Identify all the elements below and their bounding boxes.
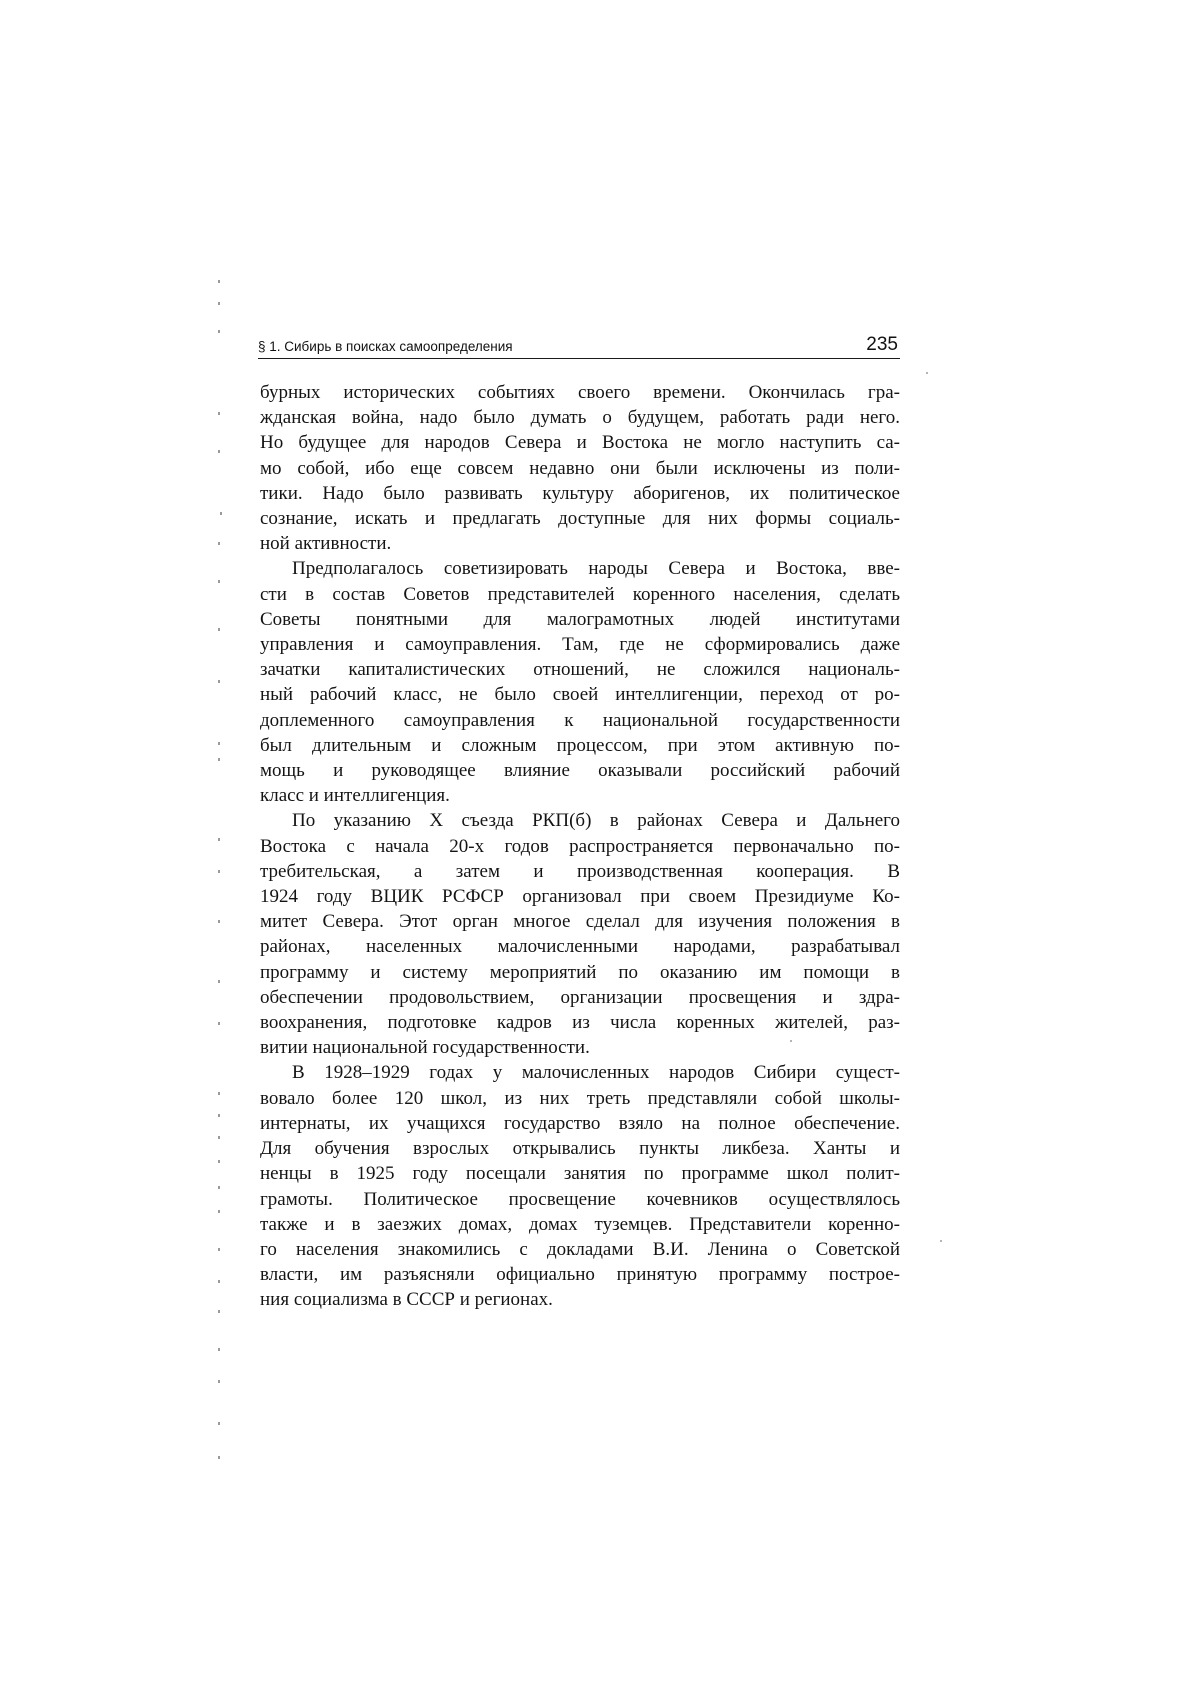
text-line: доплеменного самоуправления к национальной государственности bbox=[260, 709, 900, 731]
text-line: интернаты, их учащихся государство взяло на полное обеспечение. bbox=[260, 1112, 900, 1134]
text-line: В 1928–1929 годах у малочисленных народов Сибири сущест- bbox=[292, 1062, 900, 1084]
text-line: бурных исторических событиях своего времени. Окончилась гра- bbox=[260, 382, 900, 403]
text-line: ненцы в 1925 году посещали занятия по программе школ полит- bbox=[260, 1163, 900, 1185]
text-line: митет Севера. Этот орган многое сделал для изучения положения в bbox=[260, 911, 900, 933]
text-line: требительская, а затем и производственная кооперация. В bbox=[260, 860, 900, 882]
text-line: Для обучения взрослых открывались пункты ликбеза. Ханты и bbox=[260, 1138, 900, 1160]
text-line: программу и систему мероприятий по оказанию им помощи в bbox=[260, 961, 900, 983]
text-line: вовало более 120 школ, из них треть представляли собой школы- bbox=[260, 1087, 900, 1109]
scan-speck bbox=[940, 1240, 942, 1242]
text-line: тики. Надо было развивать культуру аборигенов, их политическое bbox=[260, 482, 900, 504]
text-line: также и в заезжих домах, домах туземцев. Представители коренно- bbox=[260, 1213, 900, 1235]
text-line: мо собой, ибо еще совсем недавно они были исключены из поли- bbox=[260, 457, 900, 479]
text-line: власти, им разъясняли официально принятую программу построе- bbox=[260, 1264, 900, 1286]
text-line: ной активности. bbox=[260, 533, 392, 555]
text-line: По указанию X съезда РКП(б) в районах Севера и Дальнего bbox=[292, 810, 900, 832]
text-line: управления и самоуправления. Там, где не сформировались даже bbox=[260, 634, 900, 656]
text-line: го населения знакомились с докладами В.И. Ленина о Советской bbox=[260, 1238, 900, 1260]
paragraph bbox=[260, 380, 900, 556]
text-line: Но будущее для народов Севера и Востока не могло наступить са- bbox=[260, 432, 900, 454]
running-head-title: § 1. Сибирь в поисках самоопределения bbox=[258, 339, 513, 354]
running-head bbox=[258, 328, 900, 359]
paragraph bbox=[260, 1060, 900, 1312]
text-line: мощь и руководящее влияние оказывали российский рабочий bbox=[260, 760, 900, 782]
text-line: жданская война, надо было думать о будущем, работать ради него. bbox=[260, 407, 900, 429]
text-line: Предполагалось советизировать народы Севера и Востока, вве- bbox=[292, 558, 900, 580]
text-line: сти в состав Советов представителей коренного населения, сделать bbox=[260, 583, 900, 605]
text-line: ный рабочий класс, не было своей интеллигенции, переход от ро- bbox=[260, 684, 900, 706]
scan-margin-marks bbox=[218, 280, 226, 1460]
text-line: Востока с начала 20-х годов распространяется первоначально по- bbox=[260, 835, 900, 857]
text-line: зачатки капиталистических отношений, не сложился националь- bbox=[260, 659, 900, 681]
text-line: обеспечении продовольствием, организации просвещения и здра- bbox=[260, 986, 900, 1008]
text-line: районах, населенных малочисленными народами, разрабатывал bbox=[260, 936, 900, 958]
page-number: 235 bbox=[866, 334, 898, 355]
text-line: 1924 году ВЦИК РСФСР организовал при своем Президиуме Ко- bbox=[260, 886, 900, 908]
body-text bbox=[260, 380, 900, 1313]
text-line: класс и интеллигенция. bbox=[260, 785, 450, 807]
text-line: грамоты. Политическое просвещение кочевников осуществлялось bbox=[260, 1188, 900, 1210]
text-line: воохранения, подготовке кадров из числа коренных жителей, раз- bbox=[260, 1012, 900, 1034]
paragraph bbox=[260, 556, 900, 808]
scan-speck bbox=[926, 372, 928, 374]
text-line: сознание, искать и предлагать доступные для них формы социаль- bbox=[260, 508, 900, 530]
text-line: Советы понятными для малограмотных людей институтами bbox=[260, 608, 900, 630]
text-line: был длительным и сложным процессом, при этом активную по- bbox=[260, 734, 900, 756]
text-line: витии национальной государственности. bbox=[260, 1037, 590, 1059]
text-line: ния социализма в СССР и регионах. bbox=[260, 1289, 553, 1311]
paragraph bbox=[260, 808, 900, 1060]
